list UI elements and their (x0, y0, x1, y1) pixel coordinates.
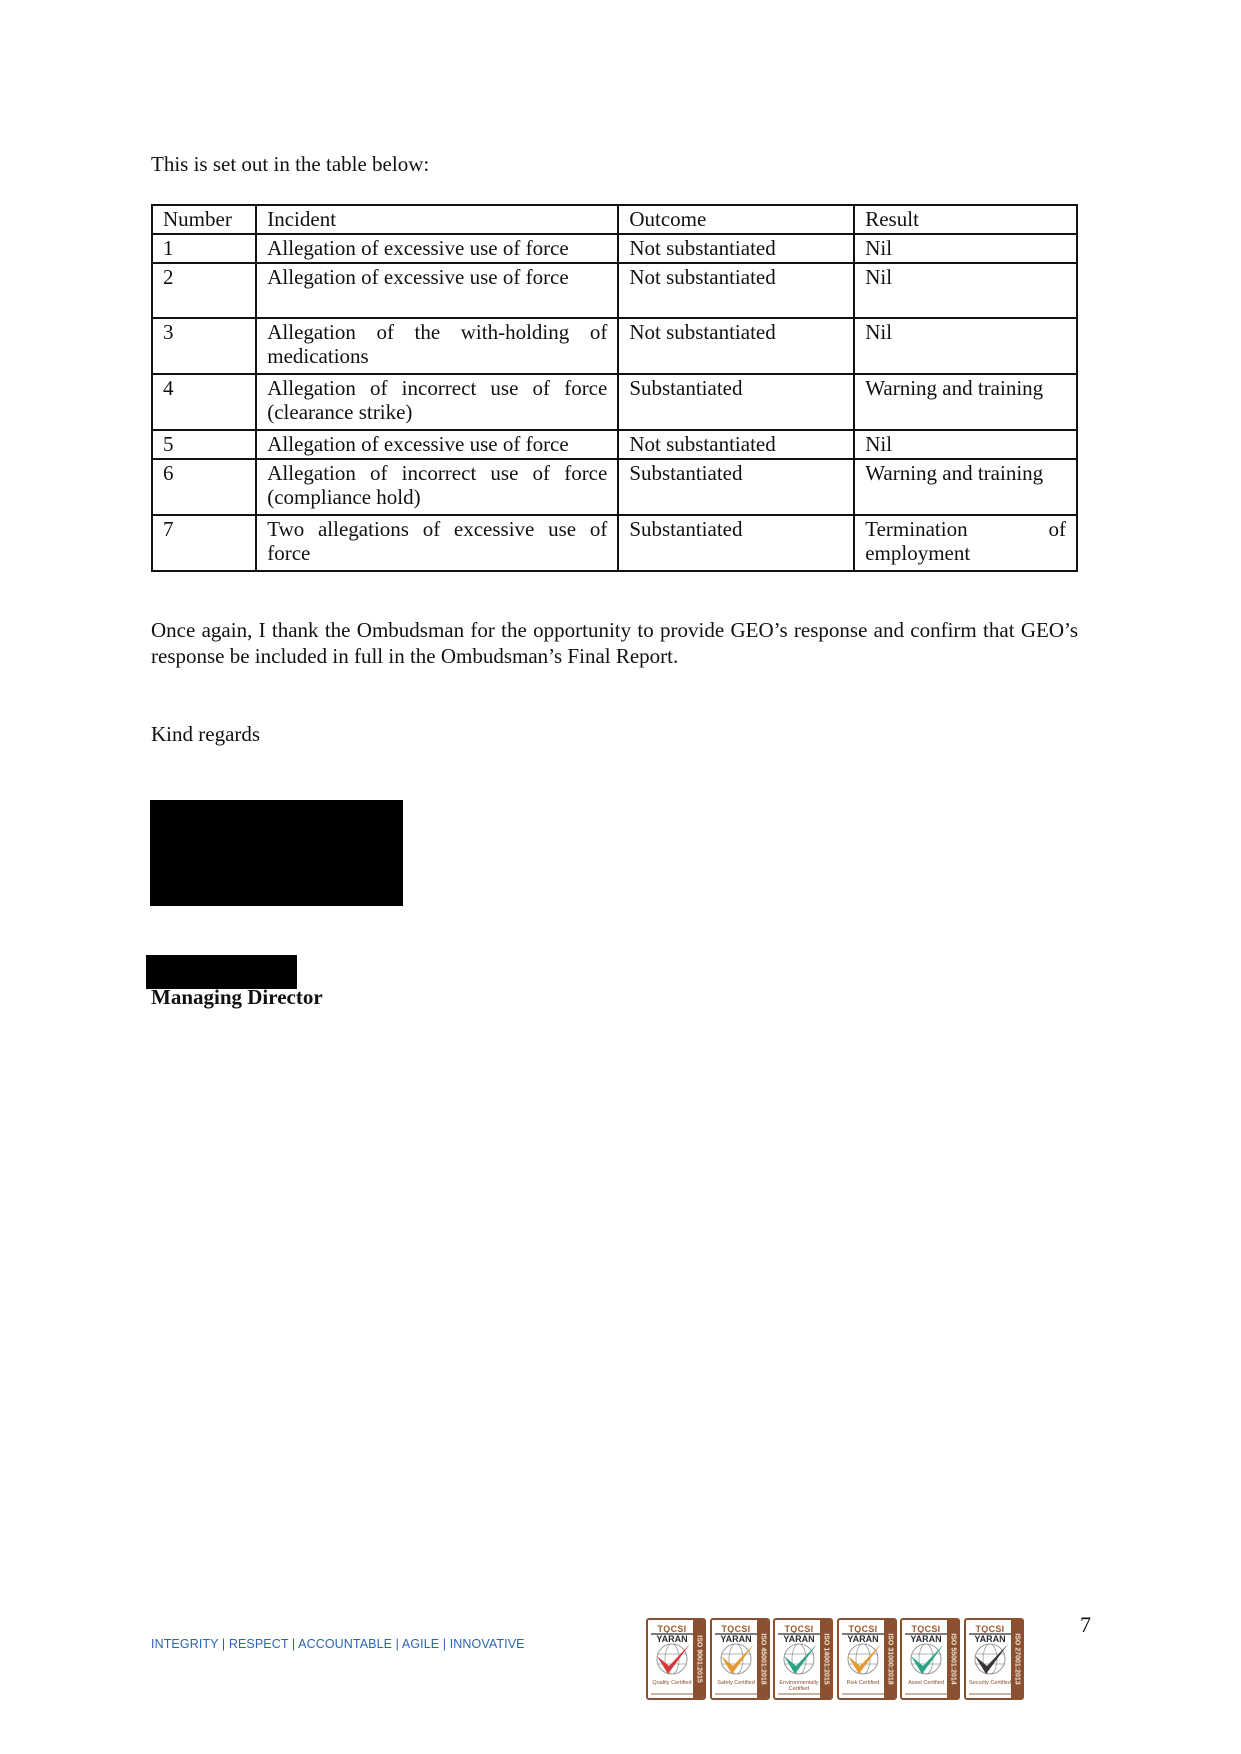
incidents-table (151, 204, 1078, 572)
cell-outcome: Not substantiated (618, 318, 854, 374)
globe-check-icon (717, 1642, 755, 1678)
cell-result: Warning and training (854, 459, 1077, 515)
cell-incident: Allegation of incorrect use of force (compliance hold) (256, 459, 618, 515)
cell-outcome: Not substantiated (618, 263, 854, 318)
certification-badge (646, 1618, 706, 1700)
cell-incident: Allegation of the with-holding of medications (256, 318, 618, 374)
cell-number: 5 (152, 430, 256, 459)
closing-paragraph: Once again, I thank the Ombudsman for the opportunity to provide GEO’s response and confirm that GEO’s response be included in full in the Ombudsman’s Final Report. (151, 618, 1078, 668)
cell-outcome: Not substantiated (618, 234, 854, 263)
badge-standard-strip (1011, 1620, 1022, 1698)
cell-number: 6 (152, 459, 256, 515)
badge-fine-print (651, 1693, 693, 1695)
badge-brand-bottom: YARAN (651, 1633, 693, 1644)
badge-brand-bottom: YARAN (715, 1633, 757, 1644)
table-row (152, 234, 1077, 263)
table-row (152, 515, 1077, 571)
badge-standard-strip (884, 1620, 895, 1698)
cell-outcome: Not substantiated (618, 430, 854, 459)
cell-result: Warning and training (854, 374, 1077, 430)
badge-label: Risk Certified (846, 1680, 880, 1686)
badge-brand-top: TQCSI (784, 1624, 814, 1634)
badge-brand-top: TQCSI (657, 1624, 687, 1634)
cell-result: Nil (854, 318, 1077, 374)
table-header-row (152, 205, 1077, 234)
badge-brand-top: TQCSI (911, 1624, 941, 1634)
header-number: Number (152, 205, 256, 234)
table-row (152, 318, 1077, 374)
intro-text: This is set out in the table below: (151, 152, 430, 176)
badge-standard: ISO 14001:2015 (822, 1633, 829, 1685)
cell-result: Nil (854, 234, 1077, 263)
cell-outcome: Substantiated (618, 374, 854, 430)
table-row (152, 374, 1077, 430)
globe-check-icon (971, 1642, 1009, 1678)
cell-outcome: Substantiated (618, 459, 854, 515)
badge-standard-strip (693, 1620, 704, 1698)
sign-off: Kind regards (151, 722, 261, 746)
badge-standard: ISO 27001:2013 (1013, 1633, 1020, 1685)
certification-badge (964, 1618, 1024, 1700)
certification-badge (710, 1618, 770, 1700)
badge-label: Environmentally Certified (779, 1680, 819, 1692)
cell-outcome: Substantiated (618, 515, 854, 571)
redacted-name (146, 955, 297, 989)
cell-number: 7 (152, 515, 256, 571)
globe-check-icon (844, 1642, 882, 1678)
globe-check-icon (653, 1642, 691, 1678)
cell-number: 4 (152, 374, 256, 430)
badge-brand-bottom: YARAN (778, 1633, 820, 1644)
badge-brand-bottom: YARAN (969, 1633, 1011, 1644)
badge-standard-strip (947, 1620, 958, 1698)
globe-check-icon (907, 1642, 945, 1678)
badge-label: Safety Certified (717, 1680, 755, 1686)
redacted-signature (150, 800, 403, 906)
badge-label: Quality Certified (652, 1680, 692, 1686)
cell-number: 3 (152, 318, 256, 374)
globe-check-icon (780, 1642, 818, 1678)
badge-standard-strip (757, 1620, 768, 1698)
badge-fine-print (842, 1693, 884, 1695)
badge-standard: ISO 45001:2018 (759, 1633, 766, 1685)
badge-brand-top: TQCSI (721, 1624, 751, 1634)
certification-badge (900, 1618, 960, 1700)
company-values-footer: INTEGRITY | RESPECT | ACCOUNTABLE | AGILE | INNOVATIVE (151, 1637, 525, 1651)
certification-badges (644, 1618, 1034, 1702)
badge-brand-top: TQCSI (848, 1624, 878, 1634)
badge-standard: ISO 55001:2014 (949, 1633, 956, 1685)
header-result: Result (854, 205, 1077, 234)
certification-badge (773, 1618, 833, 1700)
badge-label: Asset Certified (908, 1680, 944, 1686)
cell-number: 1 (152, 234, 256, 263)
badge-fine-print (969, 1693, 1011, 1695)
cell-number: 2 (152, 263, 256, 318)
badge-label: Security Certified (969, 1680, 1011, 1686)
table-row (152, 263, 1077, 318)
cell-result: Termination of employment (854, 515, 1077, 571)
table-row (152, 430, 1077, 459)
cell-incident: Two allegations of excessive use of force (256, 515, 618, 571)
badge-brand-top: TQCSI (975, 1624, 1005, 1634)
header-incident: Incident (256, 205, 618, 234)
cell-result: Nil (854, 430, 1077, 459)
cell-result: Nil (854, 263, 1077, 318)
badge-fine-print (778, 1693, 820, 1695)
cell-incident: Allegation of excessive use of force (256, 430, 618, 459)
badge-standard: ISO 31000:2018 (886, 1633, 893, 1685)
badge-standard: ISO 9001:2015 (695, 1635, 702, 1683)
badge-fine-print (715, 1693, 757, 1695)
badge-standard-strip (820, 1620, 831, 1698)
cell-incident: Allegation of excessive use of force (256, 234, 618, 263)
header-outcome: Outcome (618, 205, 854, 234)
cell-incident: Allegation of excessive use of force (256, 263, 618, 318)
signatory-title: Managing Director (151, 985, 323, 1009)
badge-brand-bottom: YARAN (905, 1633, 947, 1644)
cell-incident: Allegation of incorrect use of force (clearance strike) (256, 374, 618, 430)
badge-fine-print (905, 1693, 947, 1695)
certification-badge (837, 1618, 897, 1700)
badge-brand-bottom: YARAN (842, 1633, 884, 1644)
table-row (152, 459, 1077, 515)
page-number: 7 (1080, 1612, 1091, 1637)
